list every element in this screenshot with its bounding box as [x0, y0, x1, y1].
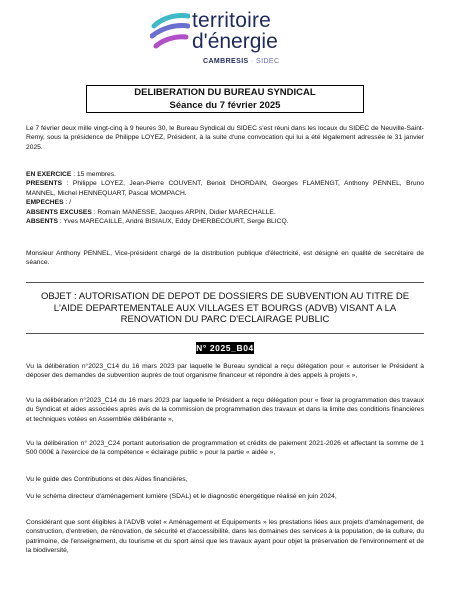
logo-swoosh-icon	[150, 12, 190, 58]
logo-subtitle-rest: · SIDEC	[248, 58, 280, 65]
paragraph-6: Considérant que sont éligibles à l'ADVB volet « Aménagement et Equipements » les prestations liées aux projets d'aménagement, de construction, d'entretien, de rénovation, de sécurité et d'accessibilité, dans les domaines des services à la population, de la culture, du patrimoine, de l'enseignement, du tourisme et du sport ainsi que les travaux ayant pour objet la préservation de l'environnement et de la biodiversité,	[26, 519, 424, 555]
session-date: Séance du 7 février 2025	[169, 99, 281, 111]
document-title: DELIBERATION DU BUREAU SYNDICAL	[134, 87, 316, 98]
logo-text-line1: territoire	[192, 9, 272, 32]
exercice-value: : 15 membres.	[71, 171, 116, 178]
absents-value: : Yves MARECAILLE, André BISIAUX, Eddy DHERBECOURT, Serge BLICQ.	[57, 218, 289, 226]
divider-top	[26, 282, 424, 283]
secretary-paragraph: Monsieur Anthony PENNEL, Vice-président chargé de la distribution publique d'électricité, est désigné en qualité de secrétaire de séance.	[26, 250, 424, 267]
presents-label: PRESENTS	[26, 180, 63, 188]
paragraph-2: Vu la délibération n°2023_C14 du 16 mars 2023 par laquelle le Président a reçu délégation pour « fixer la programmation des travaux du Syndicat et aides associées après avis de la commission de programmation des travaux et dans la limite des conditions financières et techniques votées en Assemblée délibérante »,	[26, 397, 424, 423]
logo-subtitle-bold: CAMBRESIS	[203, 58, 249, 65]
presents-value: : Philippe LOYEZ, Jean-Pierre COUVENT, Benoit DHORDAIN, Georges FLAMENGT, Anthony PENNEL, Bruno MANNEL, Michel HENNEQUART, Pascal MOMPACH.	[26, 180, 424, 197]
logo-subtitle	[203, 58, 279, 65]
paragraph-3: Vu la délibération n° 2023_C24 portant autorisation de programmation et crédits de paiement 2021-2026 et affectant la somme de 1 500 000€ à l'exercice de la compétence « éclairage public » pour la partie « aidée »,	[26, 440, 424, 457]
attendance-absents	[26, 217, 424, 226]
intro-paragraph: Le 7 février deux mille vingt-cinq à 9 heures 30, le Bureau Syndical du SIDEC s'est réuni dans les locaux du SIDEC de Neuville-Saint-Remy, sous la présidence de Philippe LOYEZ, Président, à la suite d'une convocation qui lui a été légalement adressée le 31 janvier 2025.	[26, 125, 424, 151]
deliberation-number: N° 2025_B04	[196, 343, 254, 353]
empeches-label: EMPECHES	[26, 199, 64, 207]
attendance-presents	[26, 179, 424, 198]
document-title-box	[86, 85, 364, 113]
exercice-label: EN EXERCICE	[26, 171, 72, 178]
logo-text-line2: d'énergie	[192, 30, 278, 53]
attendance-block	[26, 170, 424, 226]
attendance-empeches	[26, 198, 424, 207]
paragraph-4: Vu le guide des Contributions et des Aides financières,	[26, 476, 188, 483]
sidec-logo	[150, 10, 330, 72]
paragraph-1: Vu la délibération n°2023_C14 du 16 mars 2023 par laquelle le Bureau syndical a reçu délégation pour « autoriser le Président à déposer des demandes de subvention auprès de tout organisme financeur et répondre à des appels à projets »,	[26, 363, 424, 380]
divider-bottom	[26, 333, 424, 334]
paragraph-5: Vu le schéma directeur d'aménagement lumière (SDAL) et le diagnostic énergétique réalisé en juin 2024,	[26, 493, 337, 500]
objet-heading: OBJET : AUTORISATION DE DEPOT DE DOSSIERS DE SUBVENTION AU TITRE DE L'AIDE DEPARTEMENTALE AUX VILLAGES ET BOURGS (ADVB) VISANT A LA RENOVATION DU PARC D'ECLAIRAGE PUBLIC	[40, 291, 410, 325]
empeches-value: : /	[63, 199, 71, 207]
attendance-exercice	[26, 170, 424, 179]
excuses-value: : Romain MANESSE, Jacques ARPIN, Didier MARECHALLE.	[91, 208, 276, 216]
attendance-excuses	[26, 208, 424, 217]
excuses-label: ABSENTS EXCUSES	[26, 208, 92, 216]
absents-label: ABSENTS	[26, 218, 58, 226]
